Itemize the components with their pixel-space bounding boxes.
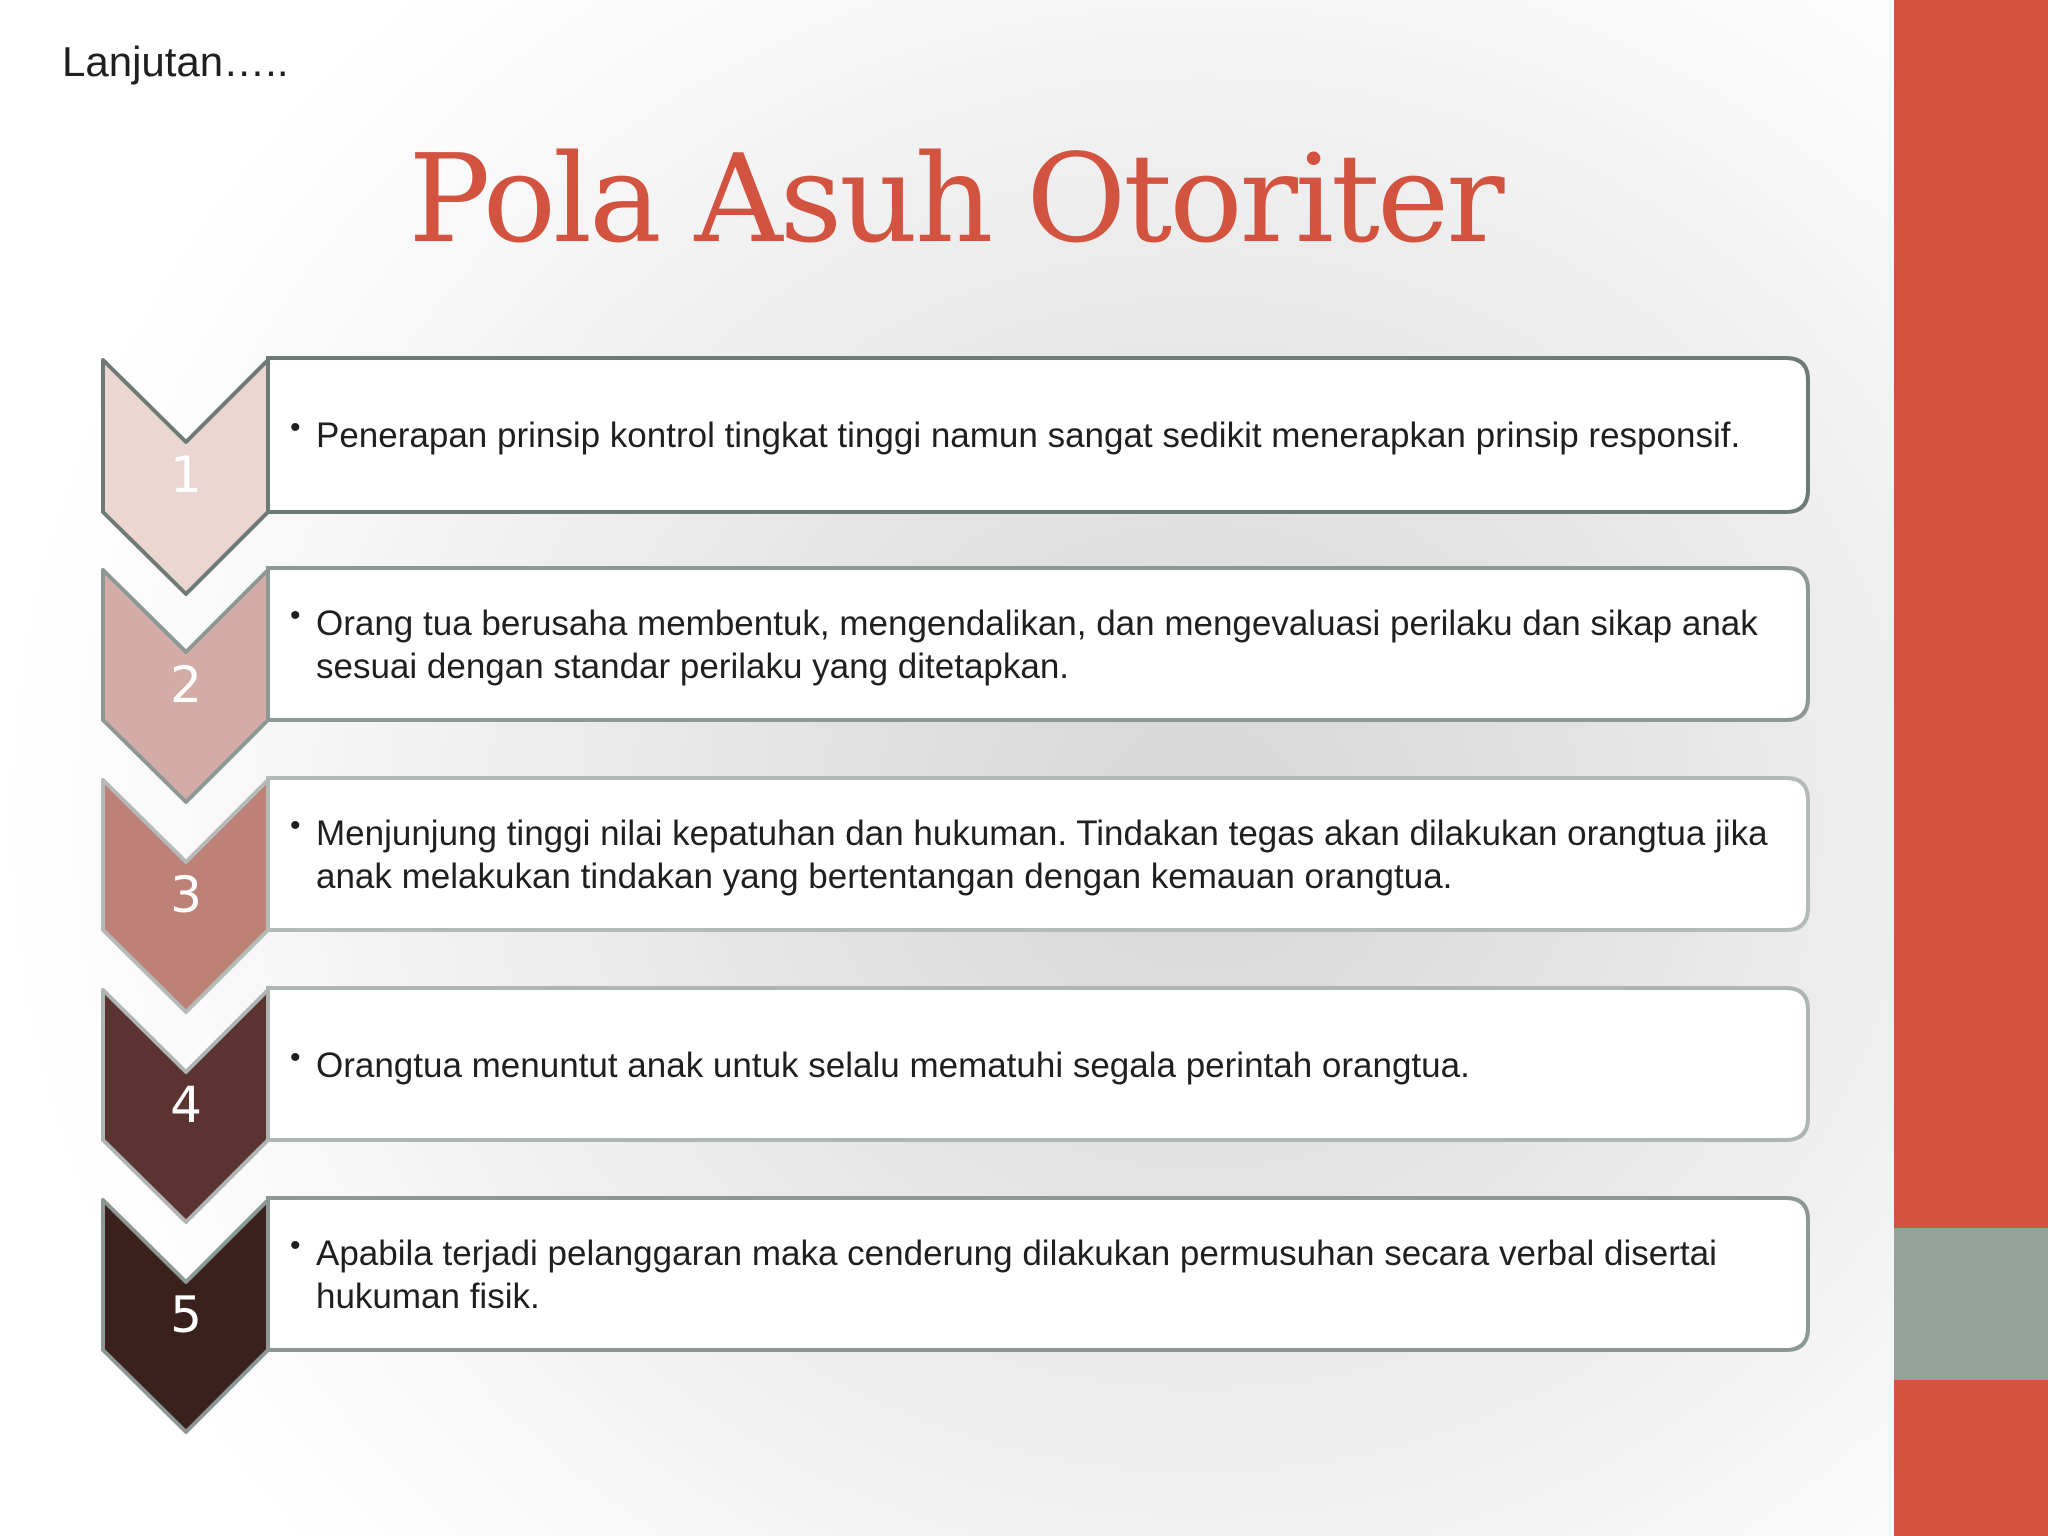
step-text-2: • Orang tua berusaha membentuk, mengendalikan, dan mengevaluasi perilaku dan sikap anak sesuai dengan standar perilaku yang ditetapkan.: [290, 602, 1836, 688]
slide-title: Pola Asuh Otoriter: [408, 128, 1502, 270]
step-text-4: • Orangtua menuntut anak untuk selalu mematuhi segala perintah orangtua.: [290, 1044, 1836, 1087]
step-number-5: 5: [170, 1286, 202, 1344]
step-text-3: • Menjunjung tinggi nilai kepatuhan dan hukuman. Tindakan tegas akan dilakukan orangtua jika anak melakukan tindakan yang bertentangan dengan kemauan orangtua.: [290, 812, 1836, 898]
step-number-3: 3: [170, 866, 202, 924]
step-text-1: • Penerapan prinsip kontrol tingkat tinggi namun sangat sedikit menerapkan prinsip responsif.: [290, 414, 1836, 457]
slide-subtitle: Lanjutan…..: [62, 38, 289, 85]
step-number-4: 4: [170, 1076, 202, 1134]
step-number-1: 1: [170, 446, 202, 504]
step-text-5: • Apabila terjadi pelanggaran maka cenderung dilakukan permusuhan secara verbal disertai hukuman fisik.: [290, 1232, 1836, 1318]
step-number-2: 2: [170, 656, 202, 714]
